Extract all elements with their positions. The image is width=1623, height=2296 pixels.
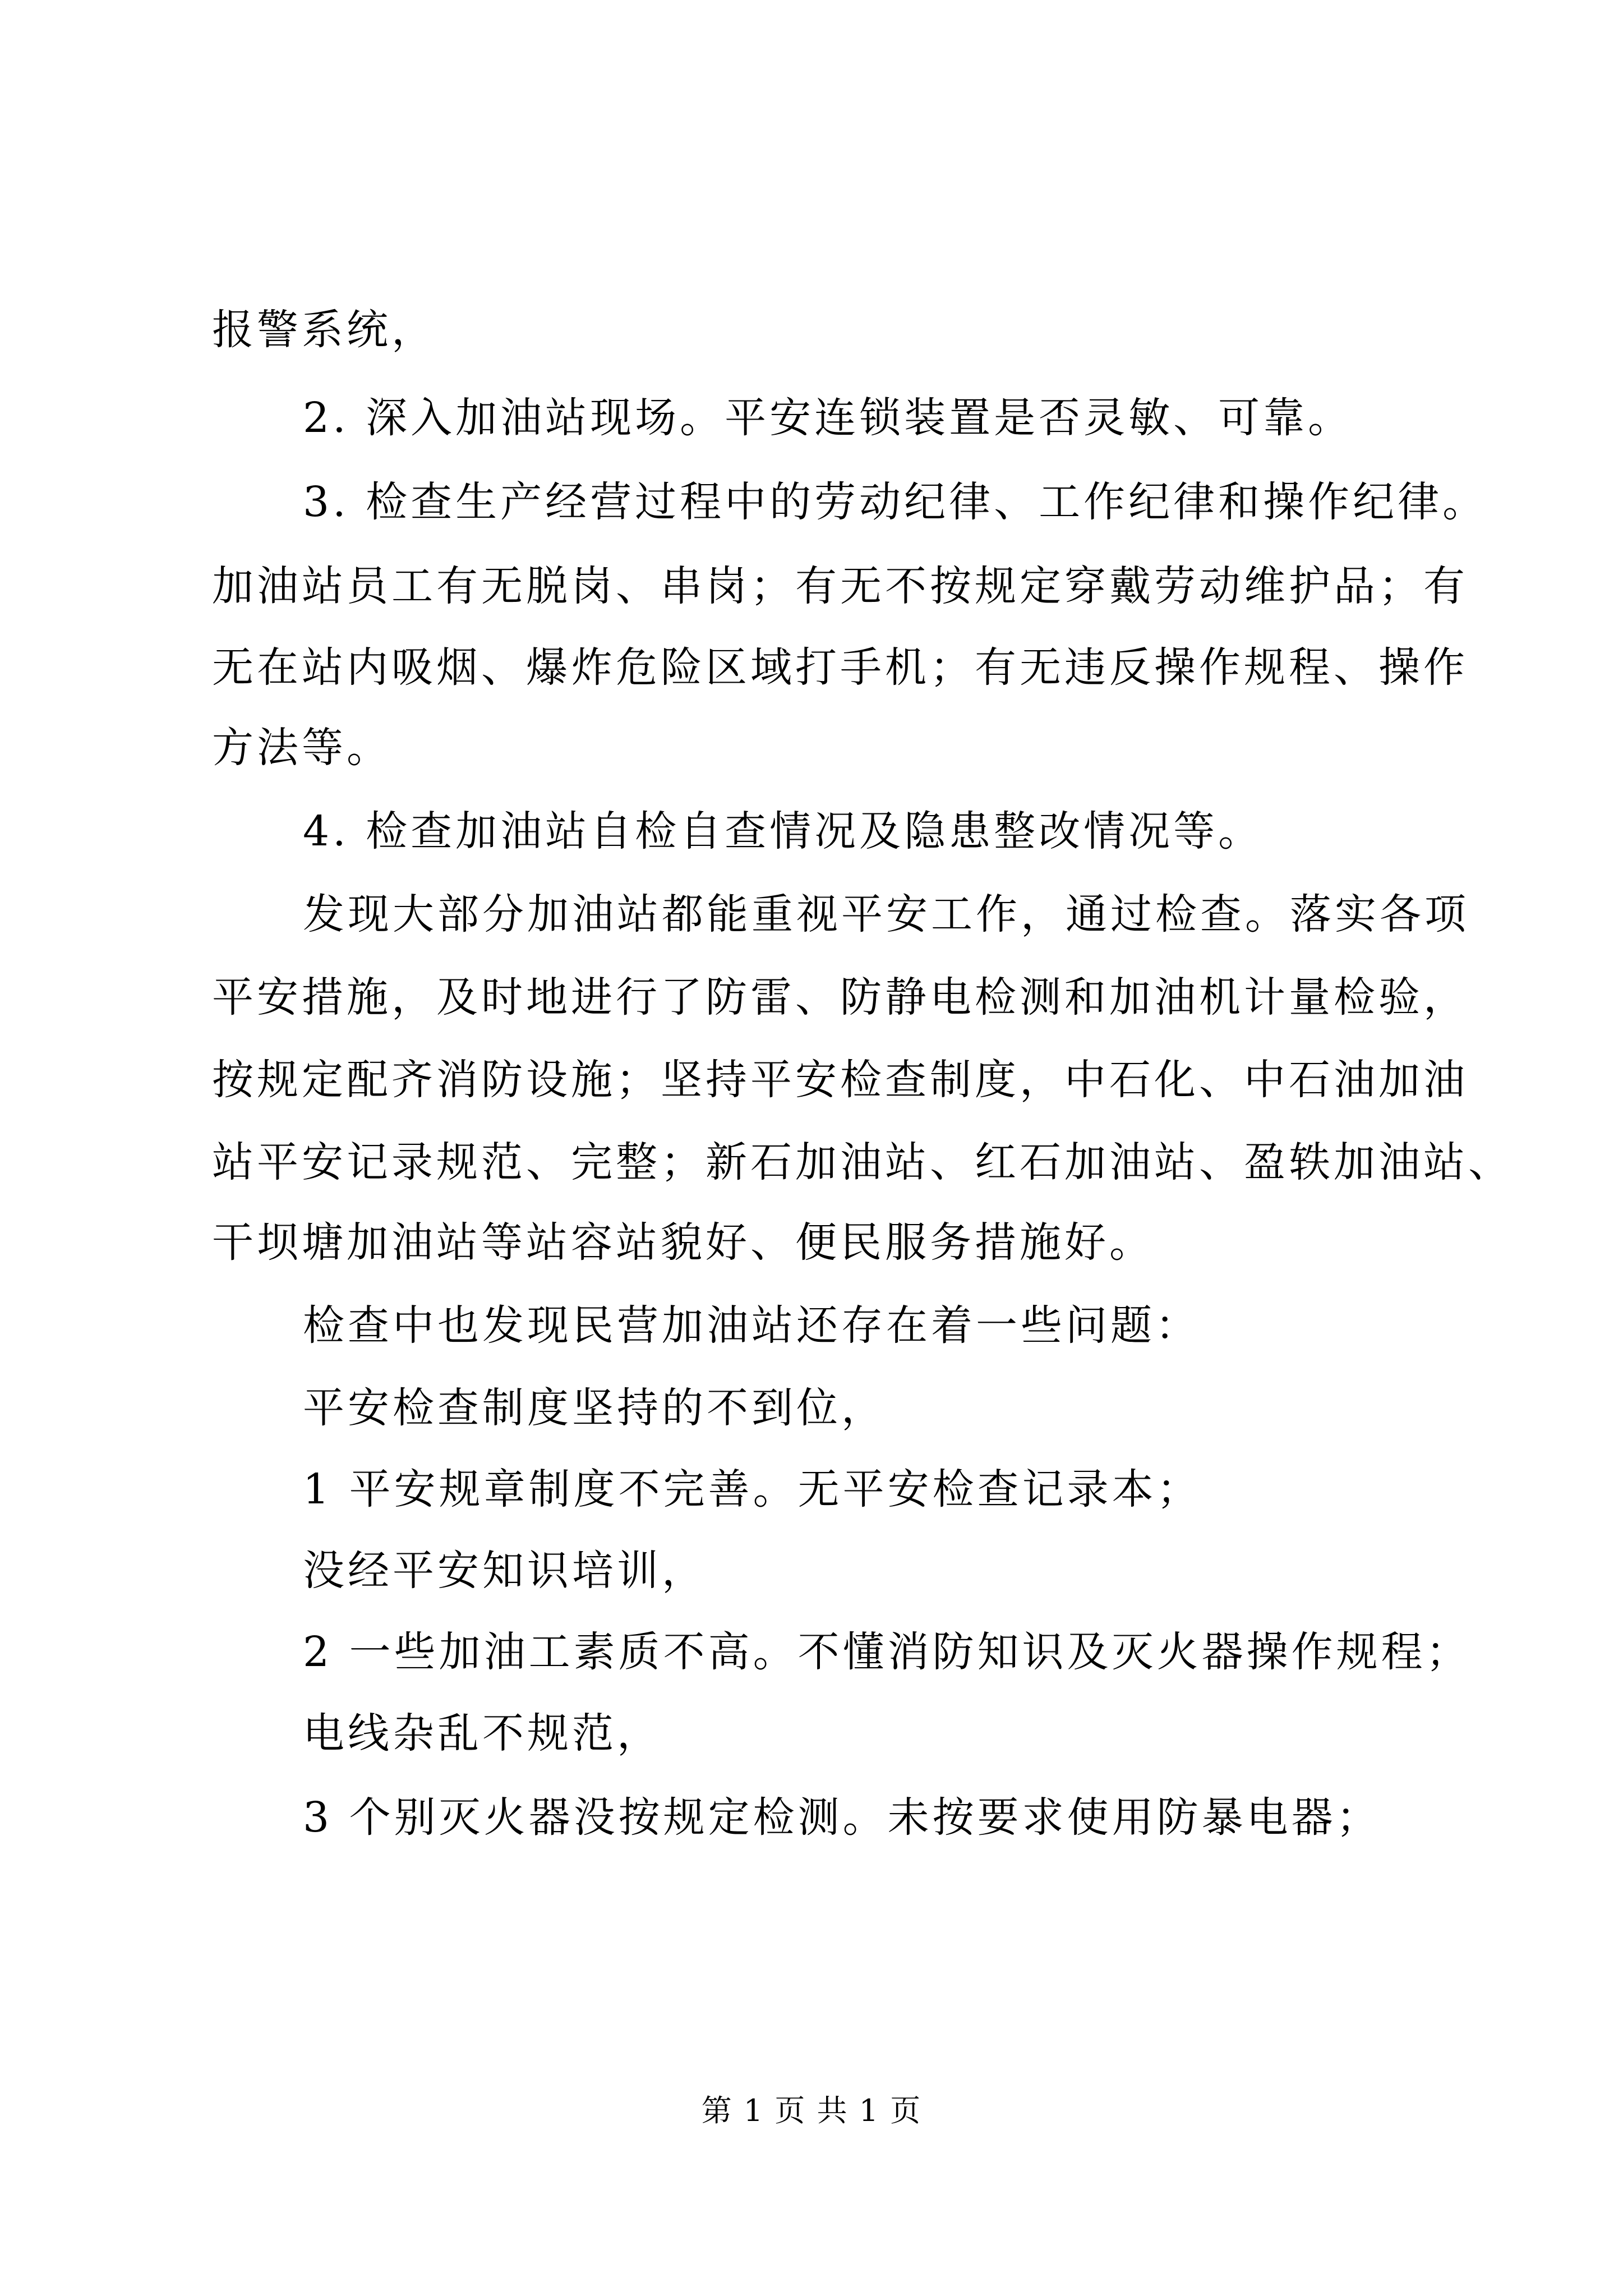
text-line-8: 发现大部分加油站都能重视平安工作，通过检查。落实各项 xyxy=(303,890,1469,938)
text-line-10: 按规定配齐消防设施；坚持平安检查制度，中石化、中石油加油 xyxy=(212,1056,1468,1104)
text-line-15: 1 平安规章制度不完善。无平安检查记录本； xyxy=(303,1465,1202,1513)
text-line-18: 电线杂乱不规范， xyxy=(303,1709,662,1757)
text-line-14: 平安检查制度坚持的不到位， xyxy=(303,1384,886,1432)
text-line-16: 没经平安知识培训， xyxy=(303,1547,707,1595)
text-line-6: 方法等。 xyxy=(212,724,391,772)
text-line-4: 加油站员工有无脱岗、串岗；有无不按规定穿戴劳动维护品；有 xyxy=(212,562,1468,610)
text-line-2: 2. 深入加油站现场。平安连锁装置是否灵敏、可靠。 xyxy=(303,394,1353,442)
text-line-9: 平安措施，及时地进行了防雷、防静电检测和加油机计量检验， xyxy=(212,973,1468,1022)
text-line-3: 3. 检查生产经营过程中的劳动纪律、工作纪律和操作纪律。 xyxy=(303,478,1488,526)
page-footer: 第 1 页 共 1 页 xyxy=(701,2093,922,2128)
text-line-17: 2 一些加油工素质不高。不懂消防知识及灭火器操作规程； xyxy=(303,1628,1471,1676)
text-line-13: 检查中也发现民营加油站还存在着一些问题： xyxy=(303,1301,1200,1350)
text-line-19: 3 个别灭火器没按规定检测。未按要求使用防暴电器； xyxy=(303,1793,1381,1842)
text-line-7: 4. 检查加油站自检自查情况及隐患整改情况等。 xyxy=(303,807,1264,855)
text-line-12: 干坝塘加油站等站容站貌好、便民服务措施好。 xyxy=(212,1218,1154,1267)
text-line-1: 报警系统， xyxy=(212,306,436,354)
text-line-5: 无在站内吸烟、爆炸危险区域打手机；有无违反操作规程、操作 xyxy=(212,643,1468,692)
text-line-11: 站平安记录规范、完整；新石加油站、红石加油站、盈轶加油站、 xyxy=(212,1138,1513,1186)
